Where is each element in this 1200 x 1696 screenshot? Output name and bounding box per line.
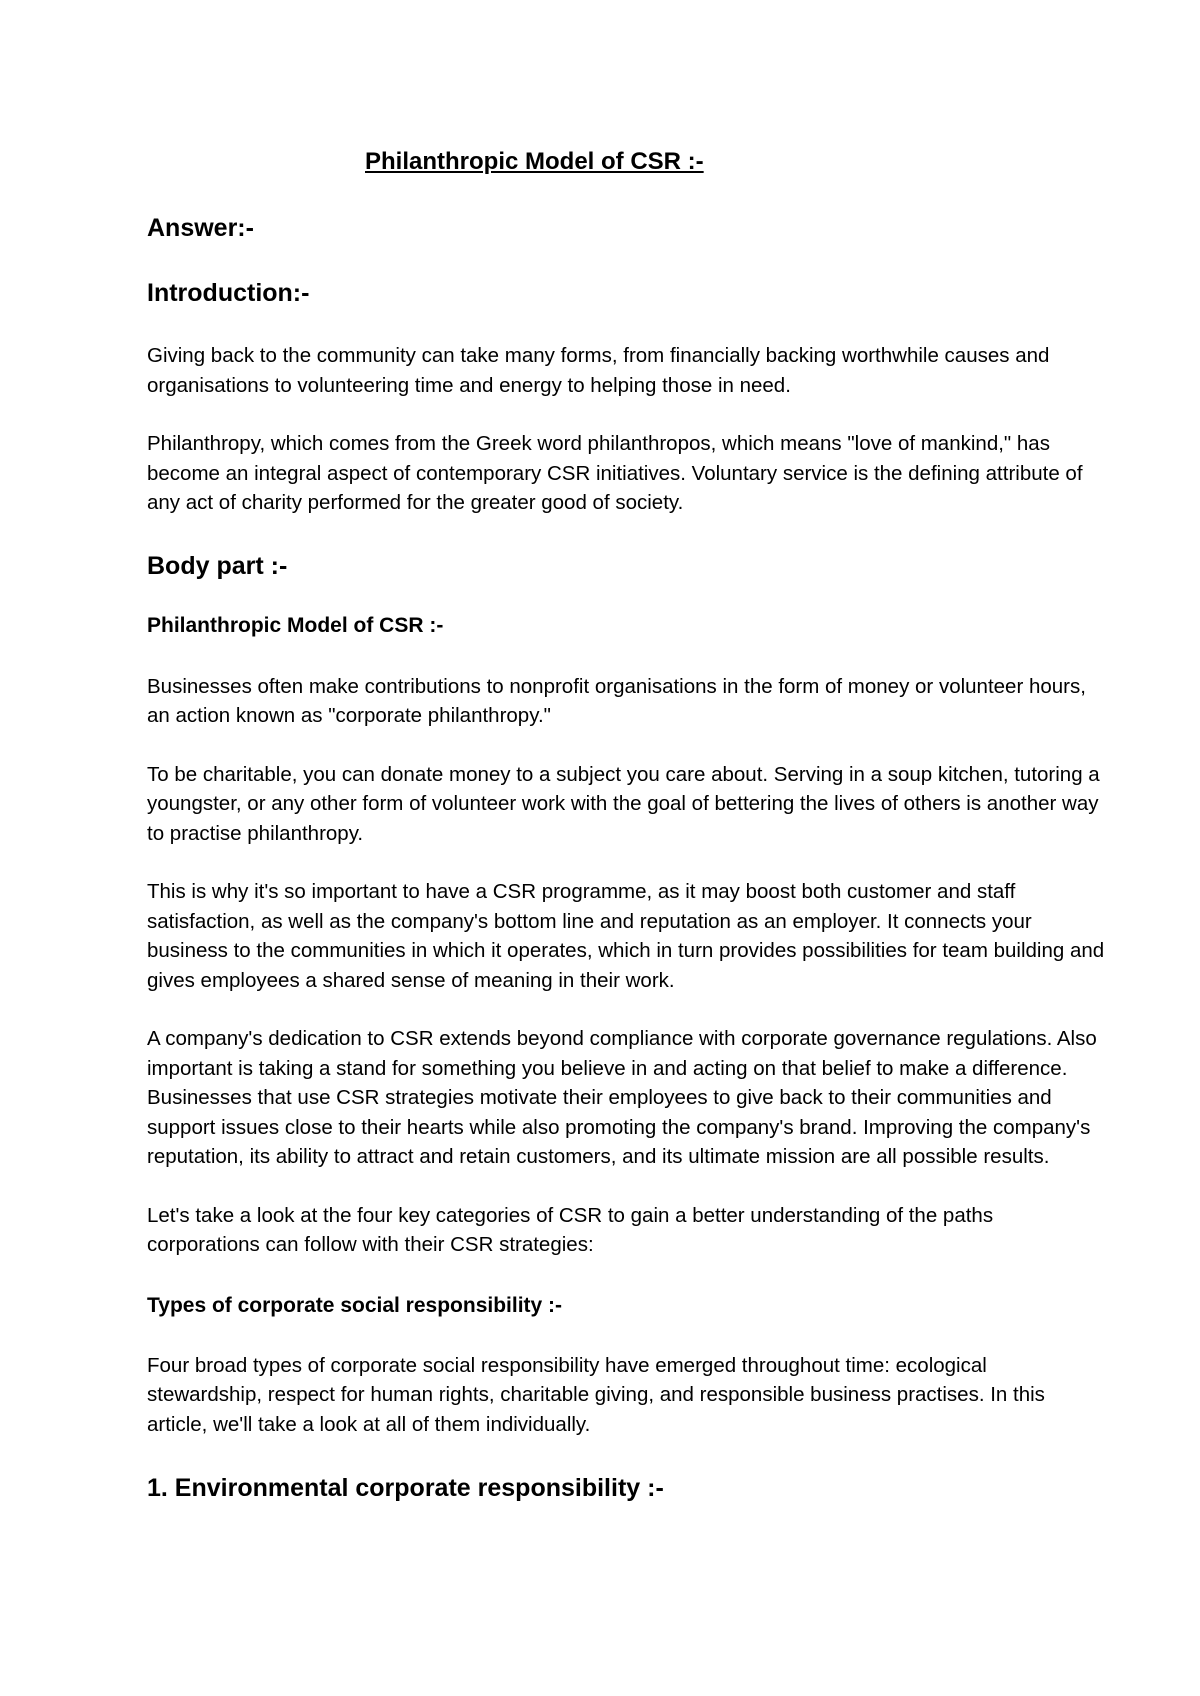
introduction-heading: Introduction:- (147, 279, 310, 307)
model-paragraph-2: To be charitable, you can donate money to a subject you care about. Serving in a soup kitchen, tutoring a youngster, or any other form of volunteer work with the goal of bettering the lives of others is another way to practise philanthropy. (147, 762, 1100, 845)
model-paragraph-5: Let's take a look at the four key categories of CSR to gain a better understanding of the paths corporations can follow with their CSR strategies: (147, 1203, 994, 1256)
body-part-heading: Body part :- (147, 551, 288, 580)
model-paragraph-3: This is why it's so important to have a CSR programme, as it may boost both customer and staff satisfaction, as well as the company's bottom line and reputation as an employer. It connects your business to the communities in which it operates, which in turn provides possibilities for team building and gives employees a shared sense of meaning in their work. (147, 880, 1105, 992)
answer-heading: Answer:- (147, 214, 254, 242)
model-paragraph-4: A company's dedication to CSR extends beyond compliance with corporate governance regulations. Also important is taking a stand for something you believe in and acting on that belief to make a difference. Businesses that use CSR strategies motivate their employees to give back to their communities and support issues close to their hearts while also promoting the company's brand. Improving the company's reputation, its ability to attract and retain customers, and its ultimate mission are all possible results. (147, 1027, 1097, 1168)
types-heading: Types of corporate social responsibility :- (147, 1293, 563, 1317)
document-content (147, 213, 1107, 1503)
model-paragraph-1: Businesses often make contributions to nonprofit organisations in the form of money or volunteer hours, an action known as "corporate philanthropy." (147, 674, 1086, 727)
types-paragraph: Four broad types of corporate social responsibility have emerged throughout time: ecological stewardship, respect for human rights, charitable giving, and responsible business practises. In this article, we'll take a look at all of them individually. (147, 1353, 1045, 1436)
intro-paragraph-1: Giving back to the community can take many forms, from financially backing worthwhile causes and organisations to volunteering time and energy to helping those in need. (147, 344, 1050, 397)
philanthropic-model-heading: Philanthropic Model of CSR :- (147, 613, 444, 637)
intro-paragraph-2: Philanthropy, which comes from the Greek word philanthropos, which means "love of mankind," has become an integral aspect of contemporary CSR initiatives. Voluntary service is the defining attribute of any act of charity performed for the greater good of society. (147, 432, 1083, 514)
environmental-responsibility-heading: 1. Environmental corporate responsibility :- (147, 1474, 664, 1502)
document-title: Philanthropic Model of CSR :- (365, 148, 704, 175)
